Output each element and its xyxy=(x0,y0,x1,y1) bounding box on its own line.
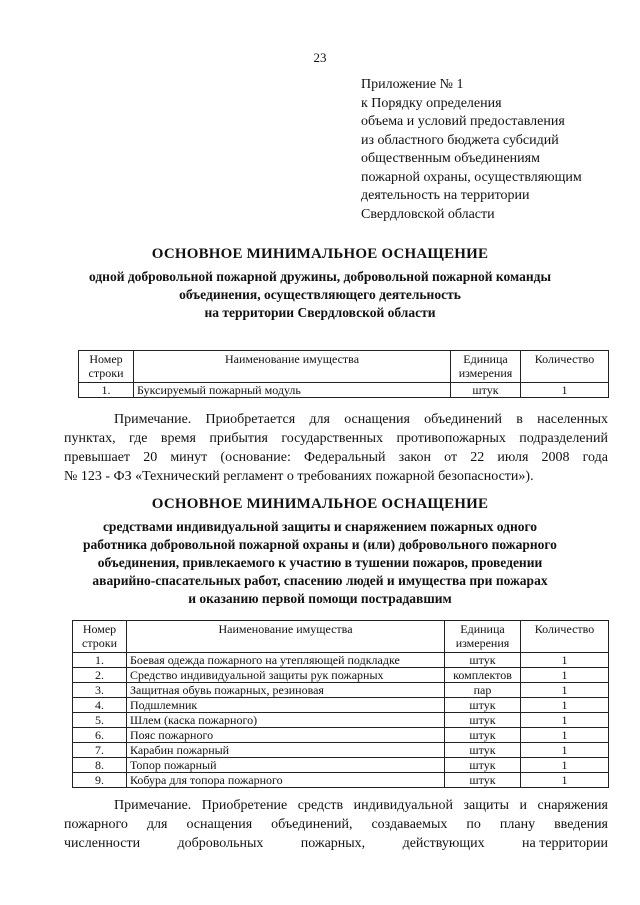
cell-unit: пар xyxy=(445,683,521,698)
note-line: пожарного для оснащения объединений, создаваемых по плану введения xyxy=(64,817,608,832)
cell-qty: 1 xyxy=(521,683,609,698)
note-line: пунктах, где время прибытия государственных противопожарных подразделений xyxy=(64,431,608,446)
appendix-line: Приложение № 1 xyxy=(361,77,464,92)
cell-unit: штук xyxy=(445,713,521,728)
note-word: добровольных xyxy=(177,836,264,851)
section1-subtitle-line: одной добровольной пожарной дружины, добровольной пожарной команды xyxy=(88,269,551,284)
note-line: Примечание. Приобретение средств индивидуальной защиты и снаряжения xyxy=(114,798,608,813)
table-row xyxy=(73,683,609,698)
note-line: Примечание. Приобретается для оснащения объединений в населенных xyxy=(114,412,608,427)
cell-unit: штук xyxy=(445,758,521,773)
cell-num: 2. xyxy=(73,668,127,683)
cell-num: 9. xyxy=(73,773,127,788)
cell-name: Подшлемник xyxy=(127,698,445,713)
equipment-table-2 xyxy=(72,620,609,788)
cell-unit: штук xyxy=(445,728,521,743)
cell-num: 4. xyxy=(73,698,127,713)
table-row xyxy=(73,668,609,683)
header-qty: Количество xyxy=(521,621,609,653)
cell-qty: 1 xyxy=(521,383,609,398)
note-line: № 123 - ФЗ «Технический регламент о требованиях пожарной безопасности»). xyxy=(64,469,534,484)
appendix-line: к Порядку определения xyxy=(361,95,502,111)
table-row xyxy=(73,698,609,713)
cell-num: 1. xyxy=(79,383,134,398)
cell-qty: 1 xyxy=(521,758,609,773)
header-num: Номер строки xyxy=(79,351,134,383)
table-row xyxy=(73,773,609,788)
header-unit: Единица измерения xyxy=(451,351,521,383)
cell-unit: штук xyxy=(451,383,521,398)
section2-subtitle-line: аварийно-спасательных работ, спасению людей и имущества при пожарах xyxy=(92,573,548,588)
appendix-line: деятельность на территории xyxy=(361,188,530,203)
cell-name: Топор пожарный xyxy=(127,758,445,773)
cell-qty: 1 xyxy=(521,728,609,743)
appendix-line: из областного бюджета субсидий xyxy=(361,132,559,148)
cell-num: 1. xyxy=(73,653,127,668)
cell-name: Защитная обувь пожарных, резиновая xyxy=(127,683,445,698)
cell-num: 7. xyxy=(73,743,127,758)
section2-title: ОСНОВНОЕ МИНИМАЛЬНОЕ ОСНАЩЕНИЕ xyxy=(151,496,489,512)
cell-num: 6. xyxy=(73,728,127,743)
section1-subtitle-line: объединения, осуществляющего деятельность xyxy=(179,287,461,302)
cell-num: 3. xyxy=(73,683,127,698)
section2-subtitle-line: работника добровольной пожарной охраны и (или) добровольного пожарного xyxy=(83,537,557,552)
equipment-table-1 xyxy=(78,350,609,398)
note-line-last xyxy=(64,834,608,853)
cell-name: Кобура для топора пожарного xyxy=(127,773,445,788)
cell-qty: 1 xyxy=(521,743,609,758)
appendix-line: объема и условий предоставления xyxy=(361,114,565,129)
table-row xyxy=(73,653,609,668)
section2-note xyxy=(64,796,608,853)
cell-num: 5. xyxy=(73,713,127,728)
note-word: численности xyxy=(64,836,141,851)
cell-name: Боевая одежда пожарного на утепляющей подкладке xyxy=(127,653,445,668)
section1-note xyxy=(64,410,608,486)
cell-unit: штук xyxy=(445,773,521,788)
cell-name: Пояс пожарного xyxy=(127,728,445,743)
table-header-row xyxy=(73,621,609,653)
section1-subtitle-line: на территории Свердловской области xyxy=(204,305,436,320)
cell-name: Средство индивидуальной защиты рук пожарных xyxy=(127,668,445,683)
appendix-line: пожарной охраны, осуществляющим xyxy=(361,169,582,185)
section1-subtitle xyxy=(40,268,600,322)
section1-title: ОСНОВНОЕ МИНИМАЛЬНОЕ ОСНАЩЕНИЕ xyxy=(151,246,489,262)
note-line: превышает 20 минут (основание: Федеральный закон от 22 июля 2008 года xyxy=(64,450,608,465)
appendix-block xyxy=(361,76,621,224)
header-num: Номер строки xyxy=(73,621,127,653)
table-header-row xyxy=(79,351,609,383)
cell-qty: 1 xyxy=(521,653,609,668)
cell-qty: 1 xyxy=(521,668,609,683)
section2-subtitle-line: средствами индивидуальной защиты и снаряжением пожарных одного xyxy=(102,519,538,534)
cell-unit: комплектов xyxy=(445,668,521,683)
cell-name: Шлем (каска пожарного) xyxy=(127,713,445,728)
table-row xyxy=(73,743,609,758)
appendix-line: Свердловской области xyxy=(361,206,495,222)
page-number: 23 xyxy=(313,50,327,65)
note-word: действующих xyxy=(402,836,485,851)
cell-unit: штук xyxy=(445,653,521,668)
header-qty: Количество xyxy=(521,351,609,383)
table-row xyxy=(73,713,609,728)
cell-name: Буксируемый пожарный модуль xyxy=(134,383,451,398)
section2-subtitle-line: объединения, привлекаемого к участию в тушении пожаров, проведении xyxy=(97,555,543,570)
header-unit: Единица измерения xyxy=(445,621,521,653)
cell-qty: 1 xyxy=(521,773,609,788)
cell-qty: 1 xyxy=(521,713,609,728)
section2-subtitle xyxy=(40,518,600,608)
table-row xyxy=(73,758,609,773)
table-row xyxy=(79,383,609,398)
note-word: пожарных, xyxy=(300,836,366,851)
cell-unit: штук xyxy=(445,743,521,758)
cell-unit: штук xyxy=(445,698,521,713)
table-row xyxy=(73,728,609,743)
note-word: на территории xyxy=(522,836,608,851)
cell-name: Карабин пожарный xyxy=(127,743,445,758)
appendix-line: общественным объединениям xyxy=(361,151,540,166)
header-name: Наименование имущества xyxy=(134,351,451,383)
cell-qty: 1 xyxy=(521,698,609,713)
section2-subtitle-line: и оказанию первой помощи пострадавшим xyxy=(188,591,452,606)
header-name: Наименование имущества xyxy=(127,621,445,653)
cell-num: 8. xyxy=(73,758,127,773)
